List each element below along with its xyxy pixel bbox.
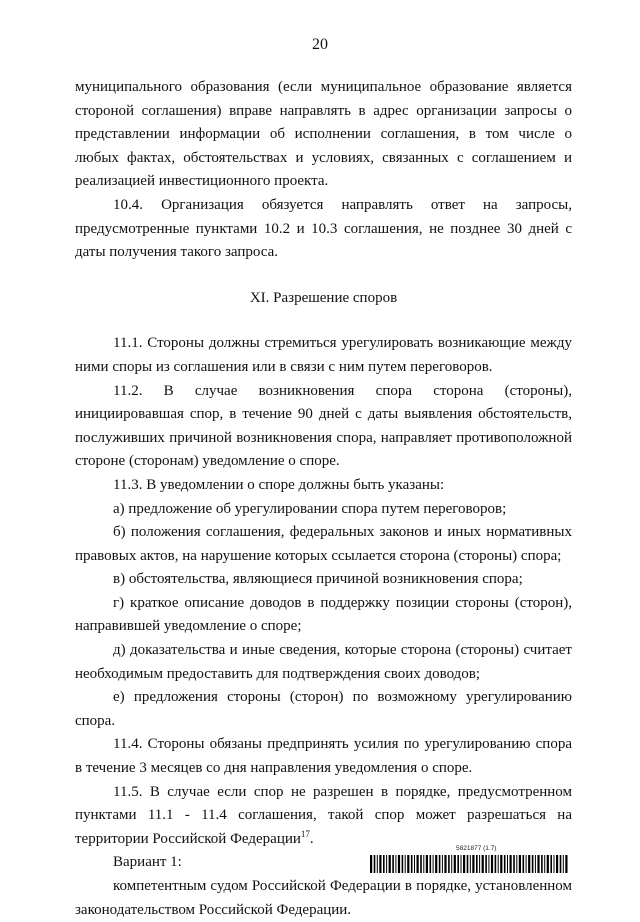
- list-item: г) краткое описание доводов в поддержку позиции стороны (сторон), направившей уведомление о споре;: [75, 594, 572, 635]
- paragraph: 11.2. В случае возникновения спора сторона (стороны), инициировавшая спор, в течение 90 дней с даты выявления обстоятельств, послуживших причиной возникновения спора, направляет противоположной стороне (сторонам) уведомление о споре.: [75, 382, 572, 470]
- list-item: б) положения соглашения, федеральных законов и иных нормативных правовых актов, на нарушение которых ссылается сторона (стороны) спора;: [75, 524, 572, 564]
- document-body: [75, 76, 572, 922]
- paragraph: Вариант 1:: [113, 854, 182, 871]
- paragraph: 11.4. Стороны обязаны предпринять усилия по урегулированию спора в течение 3 месяцев со дня направления уведомления о споре.: [75, 736, 572, 777]
- footnote-ref[interactable]: 17: [300, 828, 310, 839]
- page-number: 20: [312, 36, 328, 53]
- paragraph: 10.4. Организация обязуется направлять ответ на запросы, предусмотренные пунктами 10.2 и 10.3 соглашения, не позднее 30 дней с даты получения такого запроса.: [75, 196, 572, 261]
- barcode: [370, 855, 568, 873]
- paragraph: компетентным судом Российской Федерации в порядке, установленном законодательством Российской Федерации.: [75, 878, 572, 918]
- list-item: д) доказательства и иные сведения, которые сторона (стороны) считает необходимым предоставить для подтверждения своих доводов;: [75, 642, 572, 682]
- paragraph: 11.3. В уведомлении о споре должны быть указаны:: [113, 476, 445, 493]
- paragraph: [75, 781, 572, 852]
- paragraph: 11.1. Стороны должны стремиться урегулировать возникающие между ними споры из соглашения или в связи с ним путем переговоров.: [75, 335, 572, 375]
- list-item: а) предложение об урегулировании спора путем переговоров;: [113, 500, 507, 517]
- paragraph-end: .: [309, 830, 314, 847]
- list-item: е) предложения стороны (сторон) по возможному урегулированию спора.: [75, 689, 572, 729]
- list-item: в) обстоятельства, являющиеся причиной возникновения спора;: [113, 571, 523, 588]
- document-code: 5821877 (1.7): [456, 845, 497, 852]
- paragraph: муниципального образования (если муниципальное образование является стороной соглашения) вправе направлять в адрес организации запросы о представлении информации об исполнении соглашения, в том числе о любых фактах, обстоятельствах и условиях, связанных с соглашением и реализацией инвестиционного проекта.: [75, 79, 572, 190]
- paragraph-text: 11.5. В случае если спор не разрешен в порядке, предусмотренном пунктами 11.1 - 11.4 соглашения, такой спор может разрешаться на территории Российской Федерации: [75, 783, 572, 847]
- section-heading: XI. Разрешение споров: [249, 289, 398, 306]
